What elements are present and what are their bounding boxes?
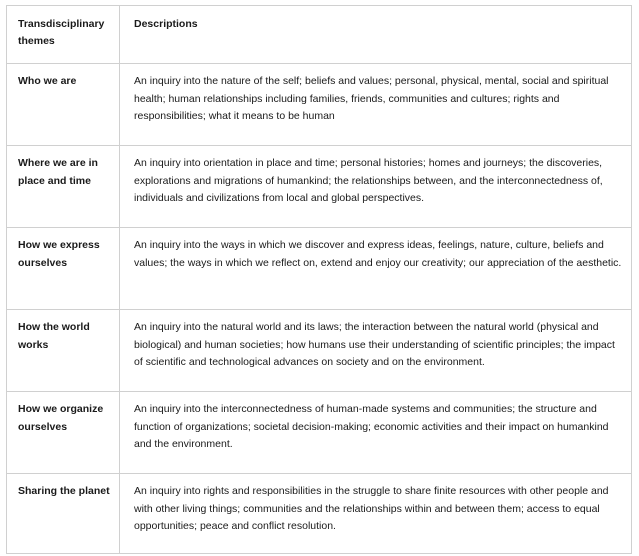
- theme-cell: [7, 146, 120, 228]
- theme-description: An inquiry into the interconnectedness of human-made systems and communities; the structure and function of organizations; societal decision-making; economic activities and their impact on humankind and the environment.: [134, 403, 609, 450]
- theme-cell: [7, 310, 120, 392]
- theme-cell: [7, 228, 120, 310]
- header-cell-description: [120, 6, 632, 64]
- theme-description: An inquiry into the ways in which we discover and express ideas, feelings, nature, culture, beliefs and values; the ways in which we reflect on, extend and enjoy our creativity; our appreciation of the aesthetic.: [134, 239, 622, 269]
- description-cell: [120, 474, 632, 554]
- theme-name: Where we are in place and time: [18, 157, 98, 187]
- table-body: [7, 64, 632, 554]
- theme-name: How we organize ourselves: [18, 403, 104, 433]
- table-row: [7, 64, 632, 146]
- table-row: [7, 474, 632, 554]
- description-cell: [120, 146, 632, 228]
- theme-description: An inquiry into orientation in place and time; personal histories; homes and journeys; the discoveries, explorations and migrations of humankind; the relationships between, and the interconnectedness of, individuals and civilizations from local and global perspectives.: [134, 157, 603, 204]
- theme-cell: [7, 474, 120, 554]
- table-row: [7, 228, 632, 310]
- theme-name: Sharing the planet: [18, 485, 110, 497]
- table-row: [7, 146, 632, 228]
- theme-description: An inquiry into rights and responsibilities in the struggle to share finite resources with other people and with other living things; communities and the relationships within and between them; access to equal opportunities; peace and conflict resolution.: [134, 485, 609, 532]
- description-cell: [120, 392, 632, 474]
- theme-cell: [7, 64, 120, 146]
- description-cell: [120, 310, 632, 392]
- description-cell: [120, 64, 632, 146]
- table-row: [7, 392, 632, 474]
- theme-cell: [7, 392, 120, 474]
- theme-name: Who we are: [18, 75, 77, 87]
- table-row: [7, 310, 632, 392]
- header-theme-label: Transdisciplinary themes: [18, 18, 105, 47]
- theme-description: An inquiry into the natural world and its laws; the interaction between the natural world (physical and biological) and human societies; how humans use their understanding of scientific principles; the impact of scientific and technological advances on society and on the environment.: [134, 321, 615, 368]
- theme-description: An inquiry into the nature of the self; beliefs and values; personal, physical, mental, social and spiritual health; human relationships including families, friends, communities and cultures; rights and responsibilities; what it means to be human: [134, 75, 609, 122]
- description-cell: [120, 228, 632, 310]
- header-row: [7, 6, 632, 64]
- header-cell-theme: [7, 6, 120, 64]
- theme-name: How the world works: [18, 321, 90, 351]
- table-header: [7, 6, 632, 64]
- header-description-label: Descriptions: [134, 18, 198, 30]
- transdisciplinary-themes-table: [6, 5, 632, 554]
- theme-name: How we express ourselves: [18, 239, 100, 269]
